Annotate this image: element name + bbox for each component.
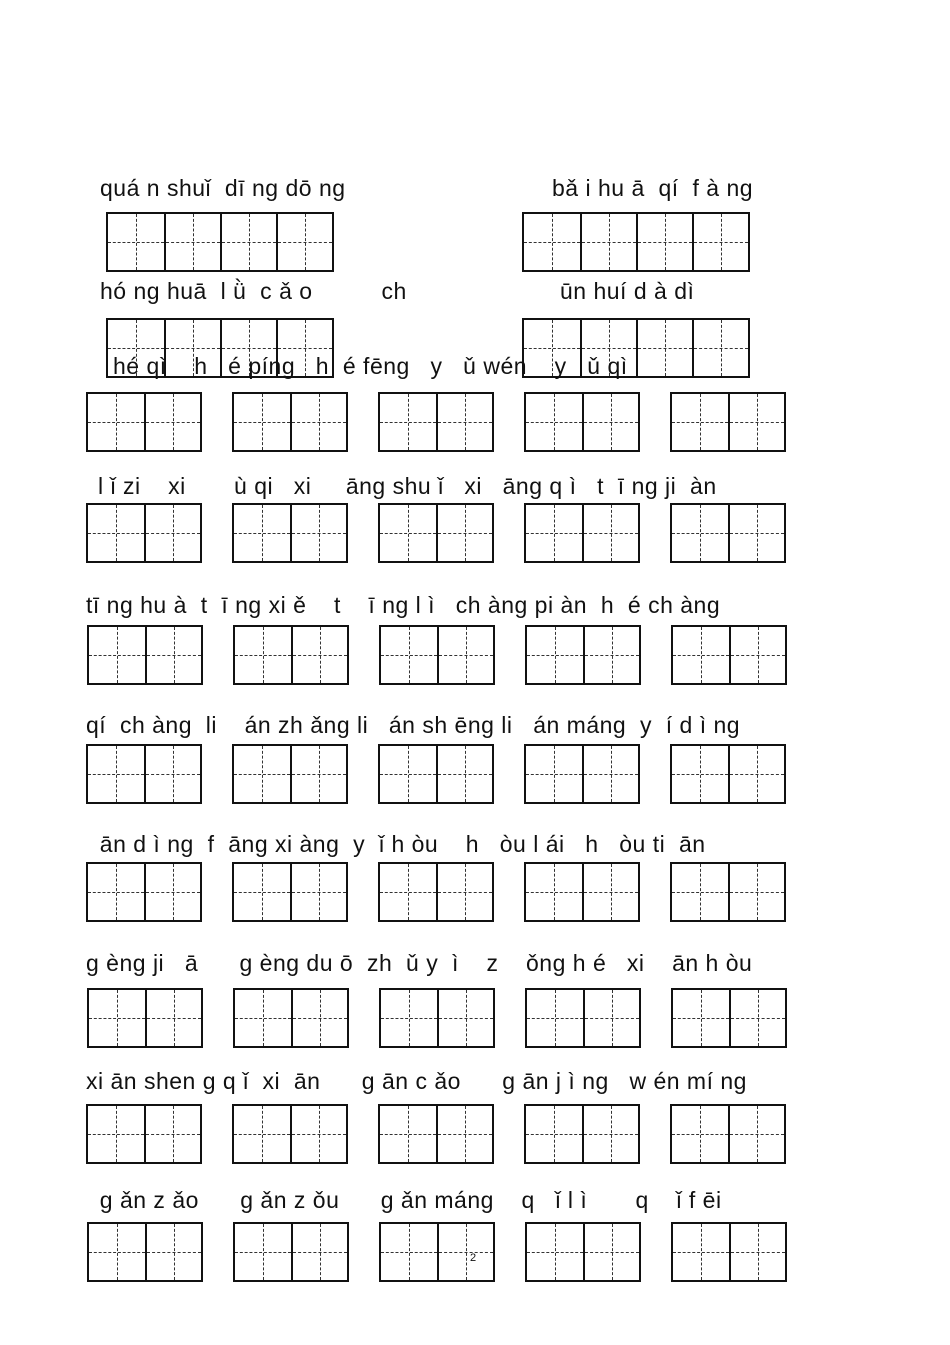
char-box-group[interactable] — [524, 1104, 640, 1164]
pinyin-text: hé qì h é píng h é fēng y ǔ wén y ǔ qì — [113, 353, 628, 379]
char-box-group[interactable] — [378, 503, 494, 563]
char-box-group[interactable] — [86, 503, 202, 563]
pinyin-text: hó ng huā l ǜ c ǎ o ch — [100, 278, 407, 304]
writing-boxes — [86, 503, 786, 563]
char-box-group[interactable] — [524, 503, 640, 563]
char-box-group[interactable] — [87, 625, 203, 685]
char-box-group[interactable] — [670, 862, 786, 922]
writing-boxes — [86, 392, 786, 452]
top-row-1 — [0, 175, 950, 275]
writing-boxes — [522, 212, 750, 272]
char-box-group[interactable] — [233, 625, 349, 685]
char-box-group[interactable] — [233, 988, 349, 1048]
char-box-group[interactable] — [379, 988, 495, 1048]
pinyin-text: qí ch àng li án zh ǎng li án sh ēng li án máng y í d ì ng — [86, 712, 741, 738]
char-box-group[interactable] — [670, 392, 786, 452]
char-box-group[interactable] — [524, 862, 640, 922]
char-box-group[interactable] — [522, 212, 750, 272]
char-box-group[interactable] — [670, 503, 786, 563]
pinyin-text: quá n shuǐ dī ng dō ng — [100, 175, 346, 201]
pinyin-text: tī ng hu à t ī ng xi ě t ī ng l ì ch àng pi àn h é ch àng — [86, 592, 721, 618]
char-box-group[interactable] — [86, 392, 202, 452]
char-box-group[interactable] — [106, 212, 334, 272]
char-box-group[interactable] — [524, 744, 640, 804]
char-box-group[interactable] — [233, 1222, 349, 1282]
writing-boxes — [106, 212, 334, 272]
char-box-group[interactable] — [232, 1104, 348, 1164]
char-box-group[interactable] — [86, 1104, 202, 1164]
writing-boxes — [86, 1104, 786, 1164]
writing-boxes — [87, 625, 787, 685]
char-box-group[interactable] — [379, 625, 495, 685]
char-box-group[interactable] — [671, 1222, 787, 1282]
char-box-group[interactable] — [87, 988, 203, 1048]
char-box-group[interactable] — [671, 988, 787, 1048]
char-box-group[interactable] — [525, 625, 641, 685]
char-box-group[interactable] — [87, 1222, 203, 1282]
pinyin-text: g èng ji ā g èng du ō zh ǔ y ì z ǒng h é xi ān h òu — [86, 950, 753, 976]
pinyin-text: ān d ì ng f āng xi àng y ǐ h òu h òu l ái h òu ti ān — [86, 831, 706, 857]
char-box-group[interactable] — [524, 392, 640, 452]
char-box-group[interactable] — [378, 1104, 494, 1164]
char-box-group[interactable] — [86, 862, 202, 922]
char-box-group[interactable] — [378, 392, 494, 452]
writing-boxes — [87, 1222, 787, 1282]
pinyin-text: ūn huí d à dì — [560, 278, 695, 304]
writing-boxes — [87, 988, 787, 1048]
char-box-group[interactable] — [232, 503, 348, 563]
char-box-group[interactable] — [378, 862, 494, 922]
char-box-group[interactable] — [378, 744, 494, 804]
page-number: 2 — [470, 1252, 477, 1264]
char-box-group[interactable] — [379, 1222, 495, 1282]
char-box-group[interactable] — [525, 988, 641, 1048]
char-box-group[interactable] — [232, 744, 348, 804]
char-box-group[interactable] — [86, 744, 202, 804]
char-box-group[interactable] — [232, 862, 348, 922]
writing-boxes — [86, 862, 786, 922]
char-box-group[interactable] — [670, 744, 786, 804]
pinyin-text: bǎ i hu ā qí f à ng — [552, 175, 754, 201]
writing-boxes — [86, 744, 786, 804]
char-box-group[interactable] — [670, 1104, 786, 1164]
pinyin-text: g ǎn z ǎo g ǎn z ǒu g ǎn máng q ǐ l ì q ǐ f ēi — [86, 1187, 722, 1213]
char-box-group[interactable] — [671, 625, 787, 685]
char-box-group[interactable] — [232, 392, 348, 452]
pinyin-text: l ǐ zi xi ù qi xi āng shu ǐ xi āng q ì t ī ng ji àn — [98, 473, 717, 499]
pinyin-text: xi ān shen g q ǐ xi ān g ān c ǎo g ān j ì ng w én mí ng — [86, 1068, 747, 1094]
char-box-group[interactable] — [525, 1222, 641, 1282]
